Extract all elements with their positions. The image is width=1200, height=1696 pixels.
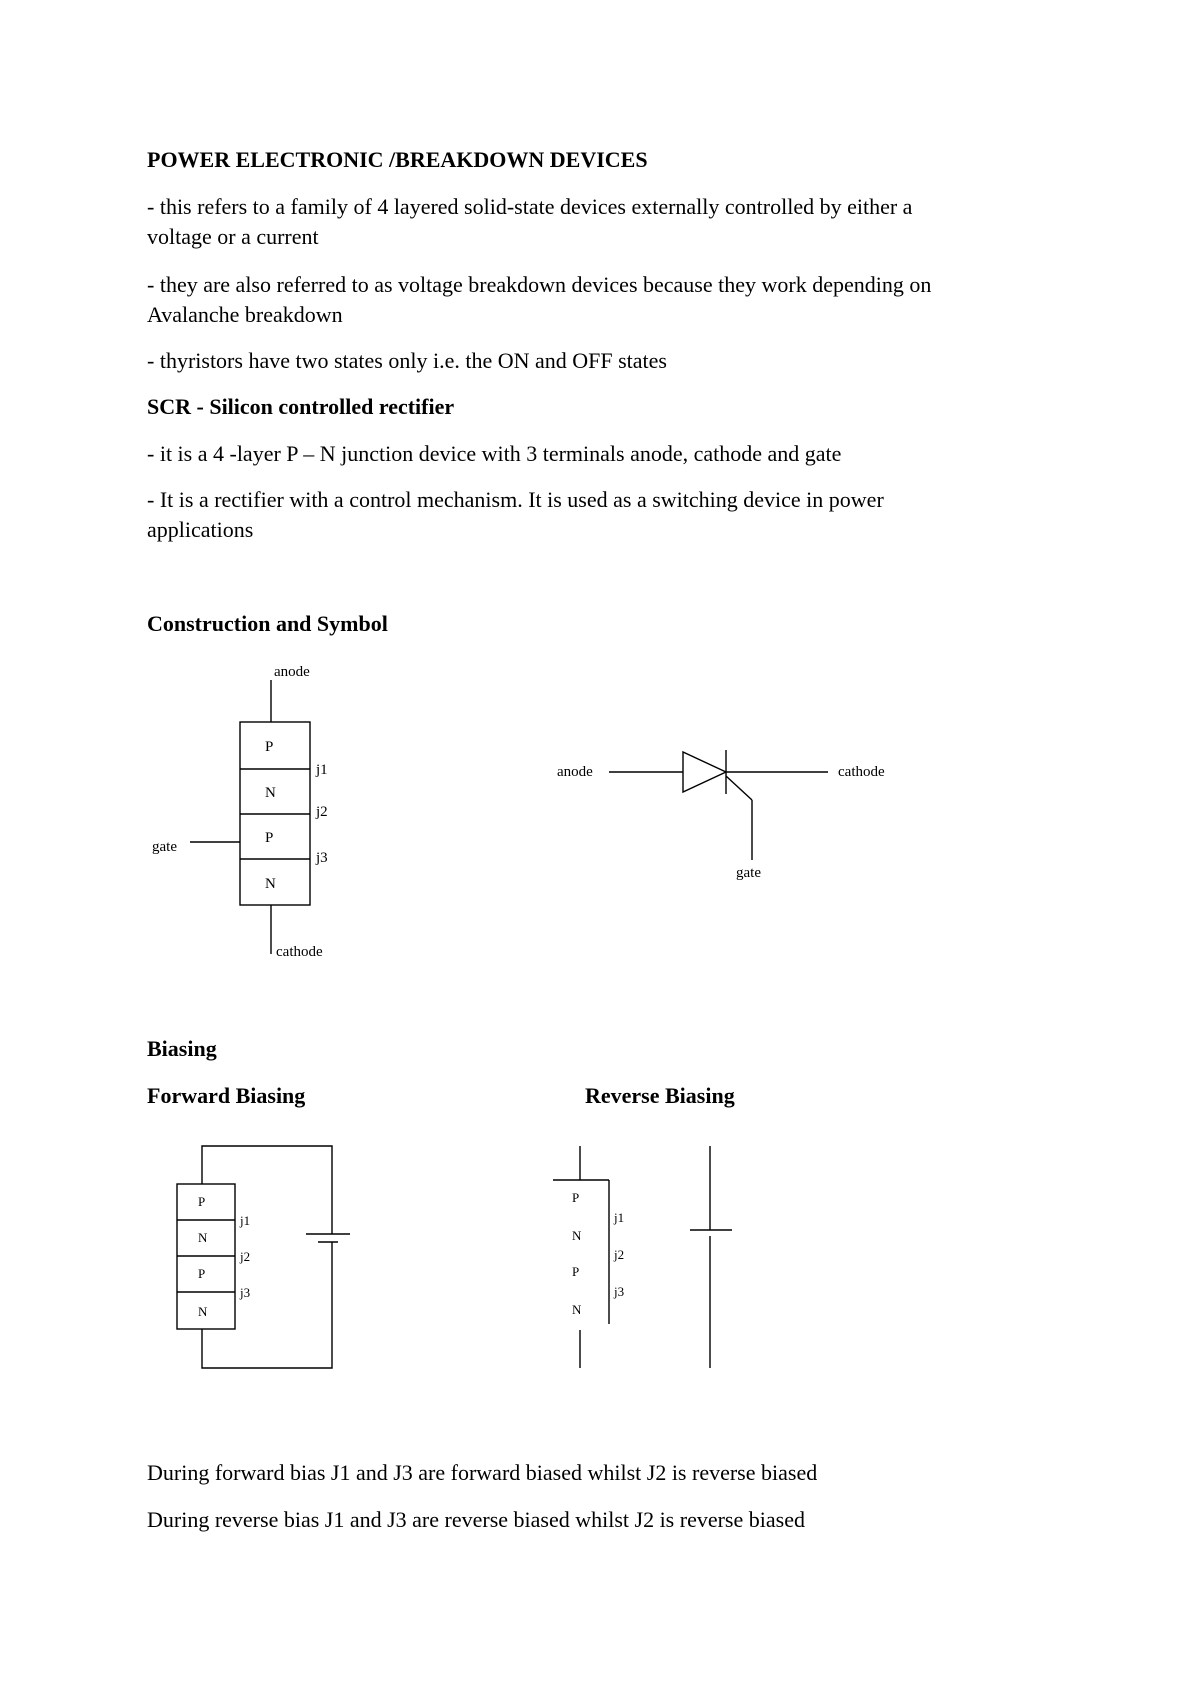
reverse-biasing-heading: Reverse Biasing — [585, 1083, 735, 1108]
page-title: POWER ELECTRONIC /BREAKDOWN DEVICES — [147, 147, 648, 172]
forward-bottom-wire — [202, 1242, 332, 1368]
forward-junction-label-j1: j1 — [240, 1213, 251, 1228]
construction-heading: Construction and Symbol — [147, 611, 388, 636]
junction-label-j1: j1 — [316, 762, 328, 778]
layer-label-n2: N — [265, 876, 276, 892]
forward-bias-circuit — [177, 1146, 350, 1368]
forward-layer-label-p2: P — [198, 1266, 206, 1281]
forward-top-wire — [202, 1146, 332, 1234]
reverse-layer-label-p2: P — [572, 1264, 580, 1279]
symbol-gate-label: gate — [736, 865, 761, 881]
scr-construction-diagram — [152, 664, 328, 960]
scr-paragraph-1: - it is a 4 -layer P – N junction device with 3 terminals anode, cathode and gate — [147, 441, 842, 466]
layer-label-n1: N — [265, 785, 276, 801]
reverse-junction-label-j2: j2 — [614, 1247, 625, 1262]
anode-label: anode — [274, 664, 310, 680]
intro-paragraph-3: - thyristors have two states only i.e. the ON and OFF states — [147, 348, 667, 373]
junction-label-j2: j2 — [316, 804, 328, 820]
reverse-junction-label-j3: j3 — [614, 1284, 625, 1299]
forward-bias-conclusion: During forward bias J1 and J3 are forward biased whilst J2 is reverse biased — [147, 1460, 818, 1485]
reverse-bias-conclusion: During reverse bias J1 and J3 are reverse biased whilst J2 is reverse biased — [147, 1507, 805, 1532]
junction-label-j3: j3 — [316, 850, 328, 866]
reverse-junction-label-j1: j1 — [614, 1210, 625, 1225]
forward-layer-label-p1: P — [198, 1194, 206, 1209]
forward-junction-label-j3: j3 — [240, 1285, 251, 1300]
scr-heading: SCR - Silicon controlled rectifier — [147, 394, 455, 419]
cathode-label: cathode — [276, 944, 323, 960]
intro-paragraph-1-line-1: - this refers to a family of 4 layered solid-state devices externally controlled by either a — [147, 194, 913, 219]
gate-label: gate — [152, 839, 177, 855]
reverse-layer-label-n1: N — [572, 1228, 582, 1243]
scr-paragraph-2-line-2: applications — [147, 517, 254, 542]
layer-label-p1: P — [265, 739, 274, 755]
symbol-gate-wire-angled — [726, 776, 752, 800]
intro-paragraph-2-line-2: Avalanche breakdown — [147, 302, 343, 327]
intro-paragraph-1-line-2: voltage or a current — [147, 224, 319, 249]
forward-layer-label-n1: N — [198, 1230, 208, 1245]
scr-paragraph-2-line-1: - It is a rectifier with a control mechanism. It is used as a switching device in power — [147, 487, 884, 512]
reverse-layer-label-n2: N — [572, 1302, 582, 1317]
forward-biasing-heading: Forward Biasing — [147, 1083, 306, 1108]
intro-paragraph-2-line-1: - they are also referred to as voltage breakdown devices because they work depending on — [147, 272, 932, 297]
reverse-layer-label-p1: P — [572, 1190, 580, 1205]
forward-junction-label-j2: j2 — [240, 1249, 251, 1264]
reverse-bias-circuit — [553, 1146, 732, 1368]
symbol-anode-label: anode — [557, 764, 593, 780]
forward-layer-label-n2: N — [198, 1304, 208, 1319]
symbol-cathode-label: cathode — [838, 764, 885, 780]
diode-triangle — [683, 752, 726, 792]
layer-label-p2: P — [265, 830, 274, 846]
scr-symbol — [557, 750, 885, 881]
biasing-heading: Biasing — [147, 1036, 217, 1061]
